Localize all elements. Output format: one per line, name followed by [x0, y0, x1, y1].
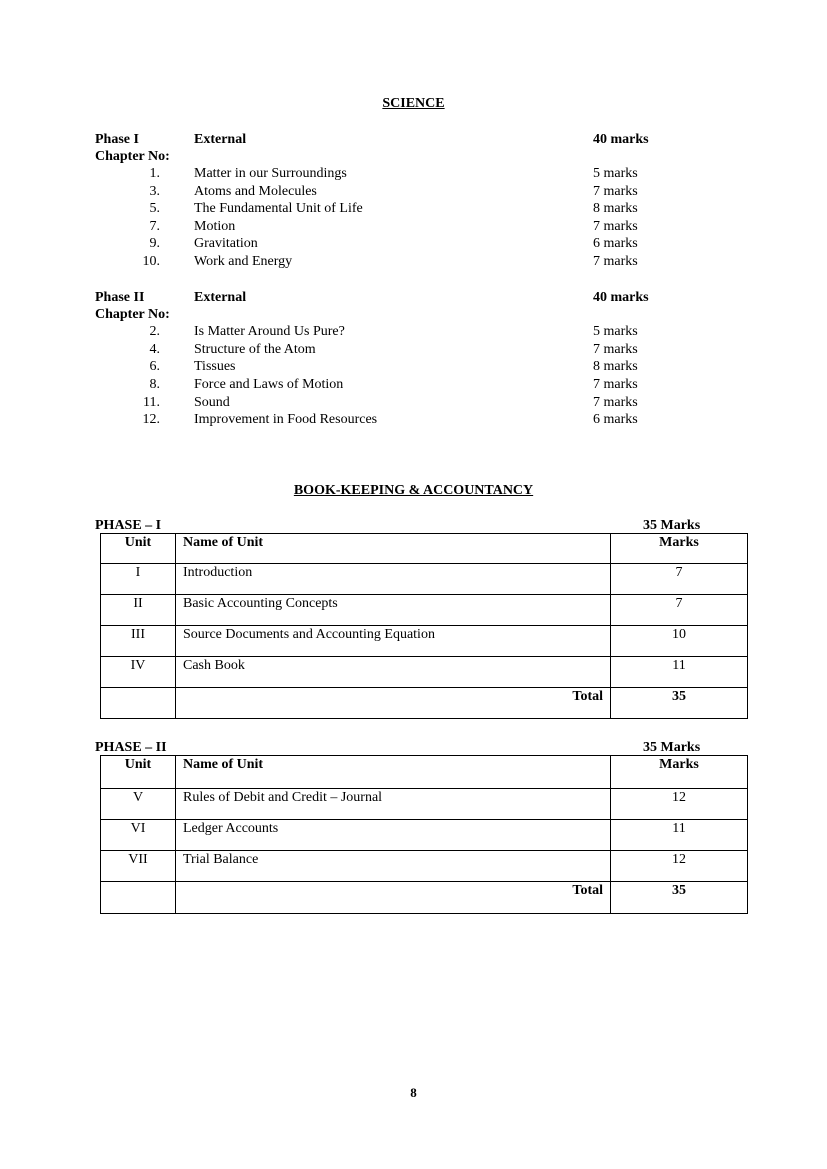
name-cell: Basic Accounting Concepts	[176, 595, 611, 626]
unit-cell: II	[101, 595, 176, 626]
chapter-marks: 5 marks	[593, 166, 638, 181]
chapter-marks: 7 marks	[593, 254, 638, 269]
marks-cell: 11	[611, 657, 748, 688]
bk-phase-2-table	[100, 755, 748, 914]
unit-cell: I	[101, 564, 176, 595]
chapter-row	[0, 412, 827, 430]
chapter-row	[0, 254, 827, 272]
chapter-name: Matter in our Surroundings	[194, 166, 347, 181]
chapter-marks: 7 marks	[593, 377, 638, 392]
chapter-number: 4.	[149, 341, 160, 357]
name-cell: Introduction	[176, 564, 611, 595]
chapter-number: 5.	[149, 201, 160, 216]
chapter-row	[0, 236, 827, 254]
unit-cell: IV	[101, 657, 176, 688]
chapter-number: 3.	[149, 183, 160, 199]
chapter-number: 8.	[149, 377, 160, 392]
chapter-no-label: Chapter No:	[95, 307, 170, 322]
table-row	[101, 626, 748, 657]
chapter-row	[0, 166, 827, 184]
unit-cell: V	[101, 789, 176, 820]
bk-phase-total-marks: 35 Marks	[643, 518, 701, 533]
chapter-row	[0, 359, 827, 377]
unit-cell: VI	[101, 820, 176, 851]
chapter-row	[0, 324, 827, 342]
chapter-number: 1.	[149, 166, 160, 181]
unit-header: Unit	[101, 534, 176, 564]
phase-label: Phase I	[95, 132, 139, 147]
chapter-marks: 5 marks	[593, 324, 638, 339]
table-row	[101, 657, 748, 688]
chapter-name: Work and Energy	[194, 254, 293, 269]
total-value: 35	[611, 688, 748, 719]
chapter-number: 9.	[149, 236, 160, 251]
chapter-row	[0, 377, 827, 395]
name-header: Name of Unit	[176, 534, 611, 564]
empty-cell	[101, 688, 176, 719]
chapter-row	[0, 201, 827, 219]
bk-phase-label: PHASE – II	[95, 740, 167, 755]
chapter-number: 11.	[143, 394, 160, 410]
table-header-row	[101, 756, 748, 789]
phase-type: External	[194, 132, 247, 147]
name-cell: Source Documents and Accounting Equation	[176, 626, 611, 657]
chapter-marks: 7 marks	[593, 218, 638, 234]
table-row	[101, 564, 748, 595]
chapter-number: 6.	[149, 359, 160, 374]
name-cell: Cash Book	[176, 657, 611, 688]
chapter-number: 2.	[149, 324, 160, 339]
chapter-name: Improvement in Food Resources	[194, 412, 378, 427]
phase-label: Phase II	[95, 290, 145, 305]
chapter-marks: 7 marks	[593, 394, 638, 410]
table-row	[101, 789, 748, 820]
marks-cell: 7	[611, 595, 748, 626]
bk-phase-total-marks: 35 Marks	[643, 740, 701, 755]
table-header-row	[101, 534, 748, 564]
chapter-row	[0, 184, 827, 202]
marks-header: Marks	[611, 534, 748, 564]
marks-header: Marks	[611, 756, 748, 789]
total-label: Total	[176, 688, 611, 719]
chapter-number: 7.	[149, 218, 160, 234]
marks-cell: 11	[611, 820, 748, 851]
table-total-row	[101, 688, 748, 719]
bk-phase-1-table	[100, 533, 748, 719]
phase-total-marks: 40 marks	[593, 132, 649, 147]
name-cell: Trial Balance	[176, 851, 611, 882]
marks-cell: 7	[611, 564, 748, 595]
chapter-number: 10.	[142, 254, 160, 269]
chapter-name: Gravitation	[194, 236, 258, 251]
unit-cell: VII	[101, 851, 176, 882]
unit-header: Unit	[101, 756, 176, 789]
chapter-marks: 8 marks	[593, 201, 638, 216]
marks-cell: 12	[611, 851, 748, 882]
chapter-row	[0, 395, 827, 413]
table-row	[101, 820, 748, 851]
chapter-name: Force and Laws of Motion	[194, 377, 344, 392]
phase-total-marks: 40 marks	[593, 290, 649, 305]
page-number: 8	[410, 1085, 417, 1100]
marks-cell: 12	[611, 789, 748, 820]
table-row	[101, 595, 748, 626]
chapter-marks: 7 marks	[593, 183, 638, 199]
empty-cell	[101, 882, 176, 914]
marks-cell: 10	[611, 626, 748, 657]
chapter-name: Structure of the Atom	[194, 341, 316, 357]
chapter-marks: 7 marks	[593, 341, 638, 357]
chapter-marks: 8 marks	[593, 359, 638, 374]
chapter-name: Is Matter Around Us Pure?	[194, 324, 345, 339]
unit-cell: III	[101, 626, 176, 657]
chapter-name: Sound	[194, 394, 230, 410]
chapter-row	[0, 342, 827, 360]
chapter-no-label: Chapter No:	[95, 149, 170, 164]
chapter-marks: 6 marks	[593, 412, 638, 427]
chapter-marks: 6 marks	[593, 236, 638, 251]
chapter-name: The Fundamental Unit of Life	[194, 201, 363, 216]
table-total-row	[101, 882, 748, 914]
chapter-number: 12.	[142, 412, 160, 427]
bk-phase-label: PHASE – I	[95, 518, 162, 533]
total-label: Total	[176, 882, 611, 914]
name-header: Name of Unit	[176, 756, 611, 789]
table-row	[101, 851, 748, 882]
bookkeeping-title: BOOK-KEEPING & ACCOUNTANCY	[293, 483, 534, 498]
name-cell: Ledger Accounts	[176, 820, 611, 851]
chapter-row	[0, 219, 827, 237]
phase-type: External	[194, 290, 247, 305]
science-title: SCIENCE	[382, 96, 445, 111]
total-value: 35	[611, 882, 748, 914]
chapter-name: Motion	[194, 218, 236, 234]
chapter-name: Tissues	[194, 359, 236, 374]
chapter-name: Atoms and Molecules	[194, 183, 317, 199]
name-cell: Rules of Debit and Credit – Journal	[176, 789, 611, 820]
